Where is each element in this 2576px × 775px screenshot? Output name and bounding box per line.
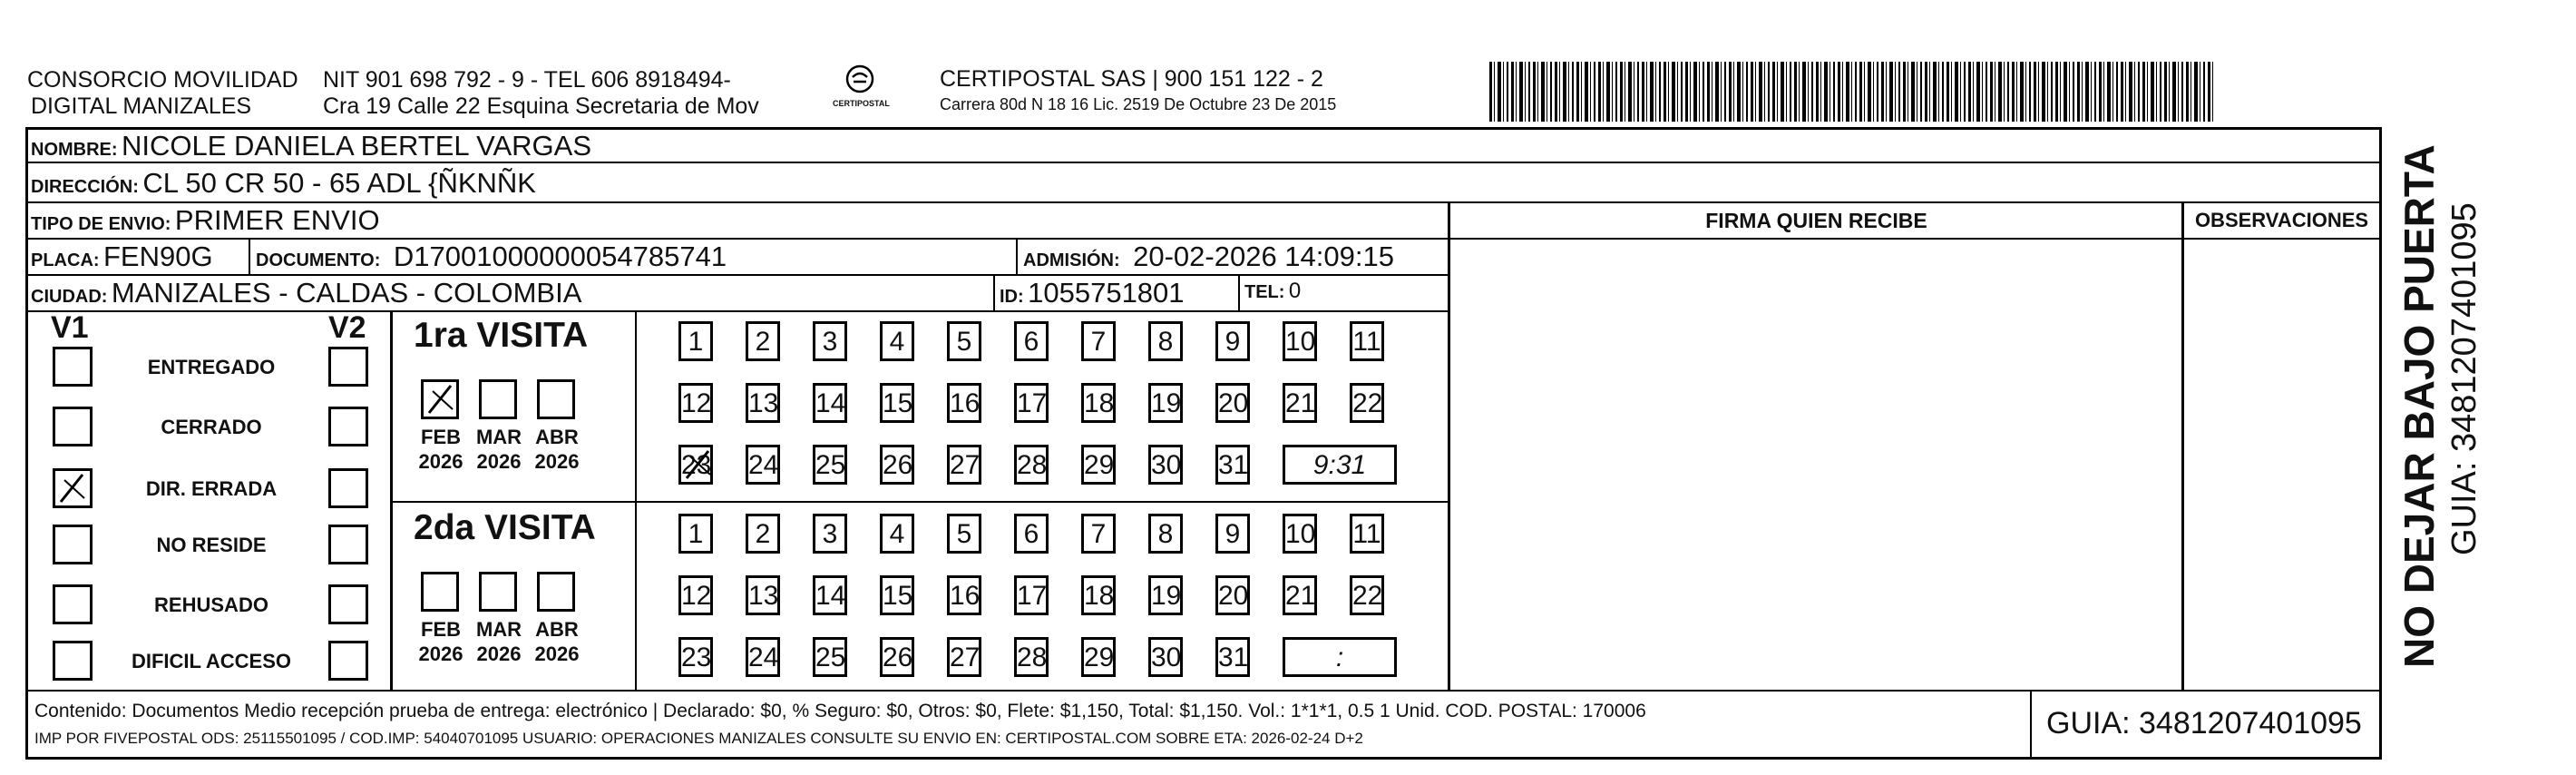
direccion-row <box>31 167 536 200</box>
certipostal-logo-icon <box>844 64 875 94</box>
day-checkbox[interactable]: 12 <box>678 575 713 615</box>
day-checkbox[interactable]: 4 <box>880 514 914 554</box>
row-line <box>390 501 1449 503</box>
status-label: ENTREGADO <box>147 356 276 378</box>
observations-area[interactable] <box>2185 241 2378 688</box>
v1-header: V1 <box>51 310 89 345</box>
day-checkbox[interactable]: 5 <box>947 321 981 361</box>
day-checkbox[interactable]: 10 <box>1283 514 1317 554</box>
time-field[interactable]: 9:31 <box>1283 445 1397 485</box>
placa-label: PLACA: <box>31 250 100 270</box>
v1-checkbox[interactable] <box>53 468 93 508</box>
day-checkbox[interactable]: 2 <box>746 321 780 361</box>
id-label: ID: <box>1000 287 1024 307</box>
visit-divider <box>635 310 637 690</box>
day-checkbox[interactable]: 23 <box>678 445 713 485</box>
documento-value: D17001000000054785741 <box>393 240 727 272</box>
direccion-label: DIRECCIÓN: <box>31 177 139 197</box>
guia-box: GUIA: 3481207401095 <box>2046 706 2362 741</box>
day-checkbox[interactable]: 8 <box>1148 321 1183 361</box>
id-value: 1055751801 <box>1028 277 1185 309</box>
ciudad-cell <box>31 277 581 309</box>
day-checkbox[interactable]: 18 <box>1081 575 1116 615</box>
day-checkbox[interactable]: 28 <box>1014 445 1049 485</box>
month-name: FEB <box>421 426 461 448</box>
placa-cell <box>31 240 213 273</box>
day-checkbox[interactable]: 21 <box>1283 383 1317 423</box>
month-label <box>530 617 584 666</box>
day-checkbox[interactable]: 26 <box>880 445 914 485</box>
cell-divider <box>1016 238 1018 274</box>
v1-checkbox[interactable] <box>53 584 93 624</box>
day-checkbox[interactable]: 24 <box>746 445 780 485</box>
side-warning: NO DEJAR BAJO PUERTA <box>2395 144 2443 668</box>
ciudad-value: MANIZALES - CALDAS - COLOMBIA <box>111 277 582 309</box>
admision-cell <box>1023 240 1394 273</box>
nit-line: NIT 901 698 792 - 9 - TEL 606 8918494- <box>323 67 731 93</box>
day-checkbox[interactable]: 19 <box>1148 575 1183 615</box>
v2-checkbox[interactable] <box>328 347 368 387</box>
divider-firma <box>1448 201 1450 692</box>
day-checkbox[interactable]: 20 <box>1215 383 1250 423</box>
barcode <box>1489 62 2215 122</box>
day-checkbox[interactable]: 22 <box>1350 575 1384 615</box>
month-label <box>414 617 468 666</box>
direccion-value: CL 50 CR 50 - 65 ADL {ÑKNÑK <box>142 167 536 199</box>
address-line: Cra 19 Calle 22 Esquina Secretaria de Mov <box>323 93 759 119</box>
day-checkbox[interactable]: 1 <box>678 321 713 361</box>
certipostal-sub: Carrera 80d N 18 16 Lic. 2519 De Octubre 23 De 2015 <box>940 95 1337 113</box>
v2-checkbox[interactable] <box>328 584 368 624</box>
day-checkbox[interactable]: 29 <box>1081 445 1116 485</box>
day-checkbox[interactable]: 16 <box>947 575 981 615</box>
day-checkbox[interactable]: 13 <box>746 575 780 615</box>
day-checkbox[interactable]: 3 <box>813 321 847 361</box>
company-line-1: CONSORCIO MOVILIDAD <box>27 67 298 93</box>
nombre-value: NICOLE DANIELA BERTEL VARGAS <box>122 130 591 162</box>
v1-checkbox[interactable] <box>53 525 93 564</box>
day-checkbox[interactable]: 23 <box>678 637 713 677</box>
logo-text: CERTIPOSTAL <box>833 99 890 108</box>
nombre-label: NOMBRE: <box>31 140 118 160</box>
day-checkbox[interactable]: 1 <box>678 514 713 554</box>
placa-value: FEN90G <box>103 240 213 272</box>
day-checkbox[interactable]: 25 <box>813 637 847 677</box>
day-checkbox[interactable]: 15 <box>880 383 914 423</box>
day-checkbox[interactable]: 6 <box>1014 321 1049 361</box>
day-checkbox[interactable]: 11 <box>1350 514 1384 554</box>
firma-label: FIRMA QUIEN RECIBE <box>1705 209 1927 232</box>
documento-cell <box>256 240 727 273</box>
tipo-label: TIPO DE ENVIO: <box>31 214 171 234</box>
status-label: CERRADO <box>161 416 262 438</box>
row-line <box>25 238 1449 240</box>
status-label: DIR. ERRADA <box>145 477 278 500</box>
month-name: ABR <box>535 618 579 641</box>
footer-line-1: Contenido: Documentos Medio recepción prueba de entrega: electrónico | Declarado: $0, % Seguro: $0, Otros: $0, Flete: $1,150, Total: $1,150. Vol.: 1*1*1, 0.5 1 Unid. COD. POSTAL: 170006 <box>34 701 1646 721</box>
day-checkbox[interactable]: 17 <box>1014 383 1049 423</box>
day-checkbox[interactable]: 27 <box>947 445 981 485</box>
day-checkbox[interactable]: 12 <box>678 383 713 423</box>
v2-header: V2 <box>328 310 366 345</box>
day-checkbox[interactable]: 21 <box>1283 575 1317 615</box>
day-checkbox[interactable]: 2 <box>746 514 780 554</box>
day-checkbox[interactable]: 14 <box>813 575 847 615</box>
month-label <box>472 425 526 474</box>
month-year: 2026 <box>534 450 580 473</box>
tipo-value: PRIMER ENVIO <box>174 204 380 236</box>
tipo-row <box>31 204 380 237</box>
cell-divider <box>1238 274 1240 310</box>
row-line <box>25 310 1449 312</box>
row-line <box>25 274 1449 276</box>
day-checkbox[interactable]: 7 <box>1081 514 1116 554</box>
day-checkbox[interactable]: 17 <box>1014 575 1049 615</box>
check-mark-icon <box>424 382 460 418</box>
frame-bottom <box>25 757 2382 760</box>
status-label: NO RESIDE <box>156 534 267 556</box>
ciudad-label: CIUDAD: <box>31 287 108 307</box>
day-checkbox[interactable]: 30 <box>1148 445 1183 485</box>
month-year: 2026 <box>476 643 522 665</box>
month-checkbox[interactable] <box>479 379 517 419</box>
day-checkbox[interactable]: 9 <box>1215 514 1250 554</box>
month-label <box>472 617 526 666</box>
row-line <box>25 201 2382 203</box>
v2-checkbox[interactable] <box>328 407 368 446</box>
month-year: 2026 <box>418 450 463 473</box>
day-checkbox[interactable]: 22 <box>1350 383 1384 423</box>
month-year: 2026 <box>476 450 522 473</box>
certipostal-info <box>940 65 1336 116</box>
side-guia: GUIA: 3481207401095 <box>2445 202 2483 555</box>
documento-label: DOCUMENTO: <box>256 250 381 270</box>
observaciones-label: OBSERVACIONES <box>2194 209 2369 231</box>
divider-observaciones <box>2181 201 2184 692</box>
nombre-row <box>31 130 591 162</box>
v2-checkbox[interactable] <box>328 641 368 681</box>
month-checkbox[interactable] <box>537 572 575 612</box>
day-checkbox[interactable]: 16 <box>947 383 981 423</box>
day-checkbox[interactable]: 20 <box>1215 575 1250 615</box>
day-checkbox[interactable]: 9 <box>1215 321 1250 361</box>
month-year: 2026 <box>418 643 463 665</box>
row-line <box>25 690 2382 692</box>
day-checkbox[interactable]: 3 <box>813 514 847 554</box>
month-checkbox[interactable] <box>421 572 459 612</box>
day-checkbox[interactable]: 24 <box>746 637 780 677</box>
month-label <box>530 425 584 474</box>
v1-checkbox[interactable] <box>53 407 93 446</box>
footer-line-2: IMP POR FIVEPOSTAL ODS: 25115501095 / COD.IMP: 54040701095 USUARIO: OPERACIONES MANIZALES CONSULTE SU ENVIO EN: CERTIPOSTAL.COM SOBRE ETA: 2026-02-24 D+2 <box>34 730 1363 747</box>
status-label: REHUSADO <box>154 594 268 616</box>
status-label: DIFICIL ACCESO <box>131 650 291 672</box>
day-checkbox[interactable]: 4 <box>880 321 914 361</box>
v1-checkbox[interactable] <box>53 641 93 681</box>
footer-divider <box>2030 690 2032 759</box>
company-line-2: DIGITAL MANIZALES <box>31 93 252 119</box>
month-name: FEB <box>421 618 461 641</box>
certipostal-line: CERTIPOSTAL SAS | 900 151 122 - 2 <box>940 66 1323 92</box>
status-divider <box>390 310 393 690</box>
v2-checkbox[interactable] <box>328 525 368 564</box>
id-cell <box>1000 277 1185 309</box>
first-visit-title: 1ra VISITA <box>414 316 589 355</box>
day-checkbox[interactable]: 15 <box>880 575 914 615</box>
month-name: MAR <box>475 618 522 641</box>
day-checkbox[interactable]: 31 <box>1215 445 1250 485</box>
day-checkbox[interactable]: 10 <box>1283 321 1317 361</box>
v1-checkbox[interactable] <box>53 347 93 387</box>
tel-label: TEL: <box>1244 282 1285 302</box>
v2-checkbox[interactable] <box>328 468 368 508</box>
company-name <box>27 67 298 120</box>
day-checkbox[interactable]: 25 <box>813 445 847 485</box>
day-checkbox[interactable]: 30 <box>1148 637 1183 677</box>
day-checkbox[interactable]: 8 <box>1148 514 1183 554</box>
day-checkbox[interactable]: 27 <box>947 637 981 677</box>
day-checkbox[interactable]: 26 <box>880 637 914 677</box>
company-contact <box>323 67 759 120</box>
signature-area[interactable] <box>1451 241 2181 688</box>
month-name: MAR <box>475 426 522 448</box>
day-checkbox[interactable]: 18 <box>1081 383 1116 423</box>
day-checkbox[interactable]: 31 <box>1215 637 1250 677</box>
admision-value: 20-02-2026 14:09:15 <box>1133 240 1394 272</box>
month-checkbox[interactable] <box>537 379 575 419</box>
day-checkbox[interactable]: 19 <box>1148 383 1183 423</box>
frame-left <box>25 127 28 759</box>
cell-divider <box>993 274 995 310</box>
frame-right <box>2379 127 2382 759</box>
firma-header-line <box>1449 238 2382 240</box>
month-label <box>414 425 468 474</box>
time-field[interactable]: : <box>1283 637 1397 677</box>
tel-value: 0 <box>1288 279 1302 303</box>
tel-cell <box>1244 279 1301 304</box>
month-checkbox[interactable] <box>479 572 517 612</box>
month-checkbox[interactable] <box>421 379 459 419</box>
day-checkbox[interactable]: 5 <box>947 514 981 554</box>
day-checkbox[interactable]: 28 <box>1014 637 1049 677</box>
cell-divider <box>249 238 250 274</box>
month-name: ABR <box>535 426 579 448</box>
day-checkbox[interactable]: 7 <box>1081 321 1116 361</box>
admision-label: ADMISIÓN: <box>1023 250 1120 270</box>
certipostal-logo <box>833 64 890 108</box>
month-year: 2026 <box>534 643 580 665</box>
day-checkbox[interactable]: 14 <box>813 383 847 423</box>
day-checkbox[interactable]: 29 <box>1081 637 1116 677</box>
check-mark-icon <box>55 471 92 507</box>
day-checkbox[interactable]: 11 <box>1350 321 1384 361</box>
day-checkbox[interactable]: 13 <box>746 383 780 423</box>
check-mark-icon <box>681 447 712 484</box>
second-visit-title: 2da VISITA <box>414 508 596 547</box>
day-checkbox[interactable]: 6 <box>1014 514 1049 554</box>
